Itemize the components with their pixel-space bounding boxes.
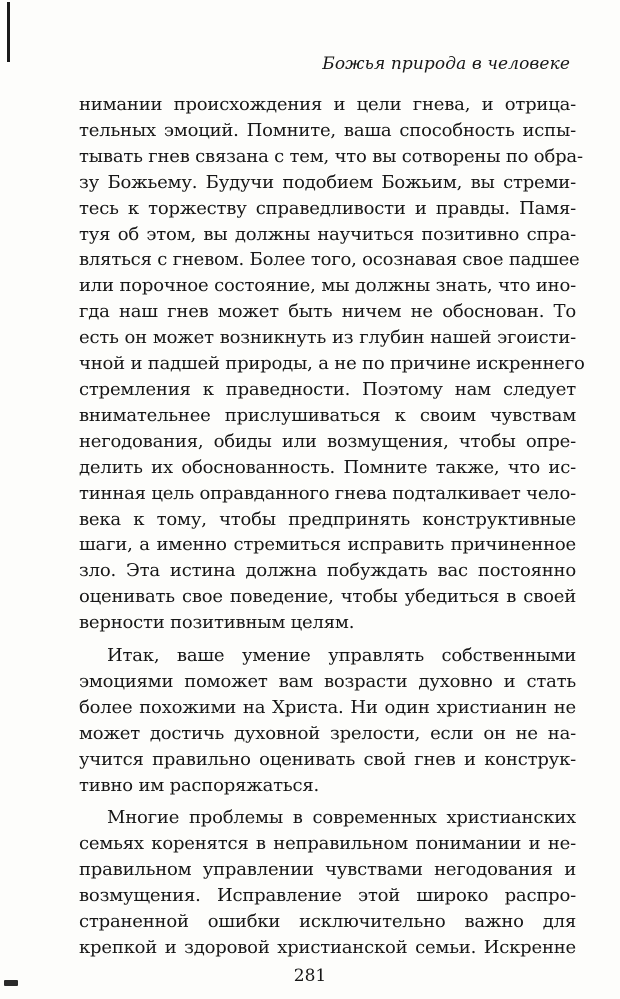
text-line: туя об этом, вы должны научиться позитивно спра-	[79, 223, 576, 245]
text-line: тельных эмоций. Помните, ваша способность испы-	[79, 119, 576, 141]
text-line: внимательнее прислушиваться к своим чувствам	[79, 404, 576, 426]
text-line: нимании происхождения и цели гнева, и отрица-	[79, 94, 576, 115]
text-line: века к тому, чтобы предпринять конструктивные	[79, 508, 576, 530]
text-line: делить их обоснованность. Помните также, что ис-	[79, 456, 576, 478]
text-line: тесь к торжеству справедливости и правды. Памя-	[79, 197, 576, 219]
text-line: страненной ошибки исключительно важно для	[79, 911, 576, 933]
text-line: тивно им распоряжаться.	[79, 774, 320, 796]
text-line: Итак, ваше умение управлять собственными	[107, 645, 576, 667]
text-line: стремления к праведности. Поэтому нам следует	[79, 378, 576, 400]
text-line: гда наш гнев может быть ничем не обоснован. То	[79, 301, 576, 323]
text-line: семьях коренятся в неправильном понимании и не-	[79, 833, 576, 855]
paragraph	[79, 92, 585, 636]
text-line: или порочное состояние, мы должны знать, что ино-	[79, 275, 576, 297]
text-line: эмоциями поможет вам возрасти духовно и стать	[79, 670, 576, 692]
paragraph	[79, 805, 576, 960]
text-line: может достичь духовной зрелости, если он не на-	[79, 722, 576, 744]
text-line: оценивать свое поведение, чтобы убедиться в своей	[79, 586, 576, 608]
text-line: есть он может возникнуть из глубин нашей эгоисти-	[79, 327, 576, 349]
text-line: возмущения. Исправление этой широко распро-	[79, 885, 576, 907]
paragraph	[79, 643, 576, 798]
text-line: зу Божьему. Будучи подобием Божьим, вы стреми-	[79, 171, 576, 193]
text-line: шаги, а именно стремиться исправить причиненное	[79, 534, 576, 556]
text-line: учится правильно оценивать свой гнев и конструк-	[79, 748, 576, 770]
scan-edge-mark	[7, 2, 10, 62]
text-line: зло. Эта истина должна побуждать вас постоянно	[79, 560, 576, 582]
text-line: более похожими на Христа. Ни один христианин не	[79, 696, 576, 718]
text-line: крепкой и здоровой христианской семьи. Искренне	[79, 937, 576, 958]
text-line: тинная цель оправданного гнева подталкивает чело-	[79, 482, 577, 504]
text-line: верности позитивным целям.	[79, 612, 355, 634]
text-line: негодования, обиды или возмущения, чтобы опре-	[79, 430, 576, 452]
running-head: Божья природа в человеке	[322, 54, 570, 74]
text-line: тывать гнев связана с тем, что вы сотворены по обра-	[79, 145, 583, 167]
text-line: вляться с гневом. Более того, осознавая свое падшее	[79, 249, 580, 271]
body-text	[79, 92, 585, 968]
page-number: 281	[293, 966, 327, 986]
text-line: чной и падшей природы, а не по причине искреннего	[79, 353, 585, 375]
text-line: Многие проблемы в современных христианских	[107, 807, 576, 829]
text-line: правильном управлении чувствами негодования и	[79, 859, 576, 881]
